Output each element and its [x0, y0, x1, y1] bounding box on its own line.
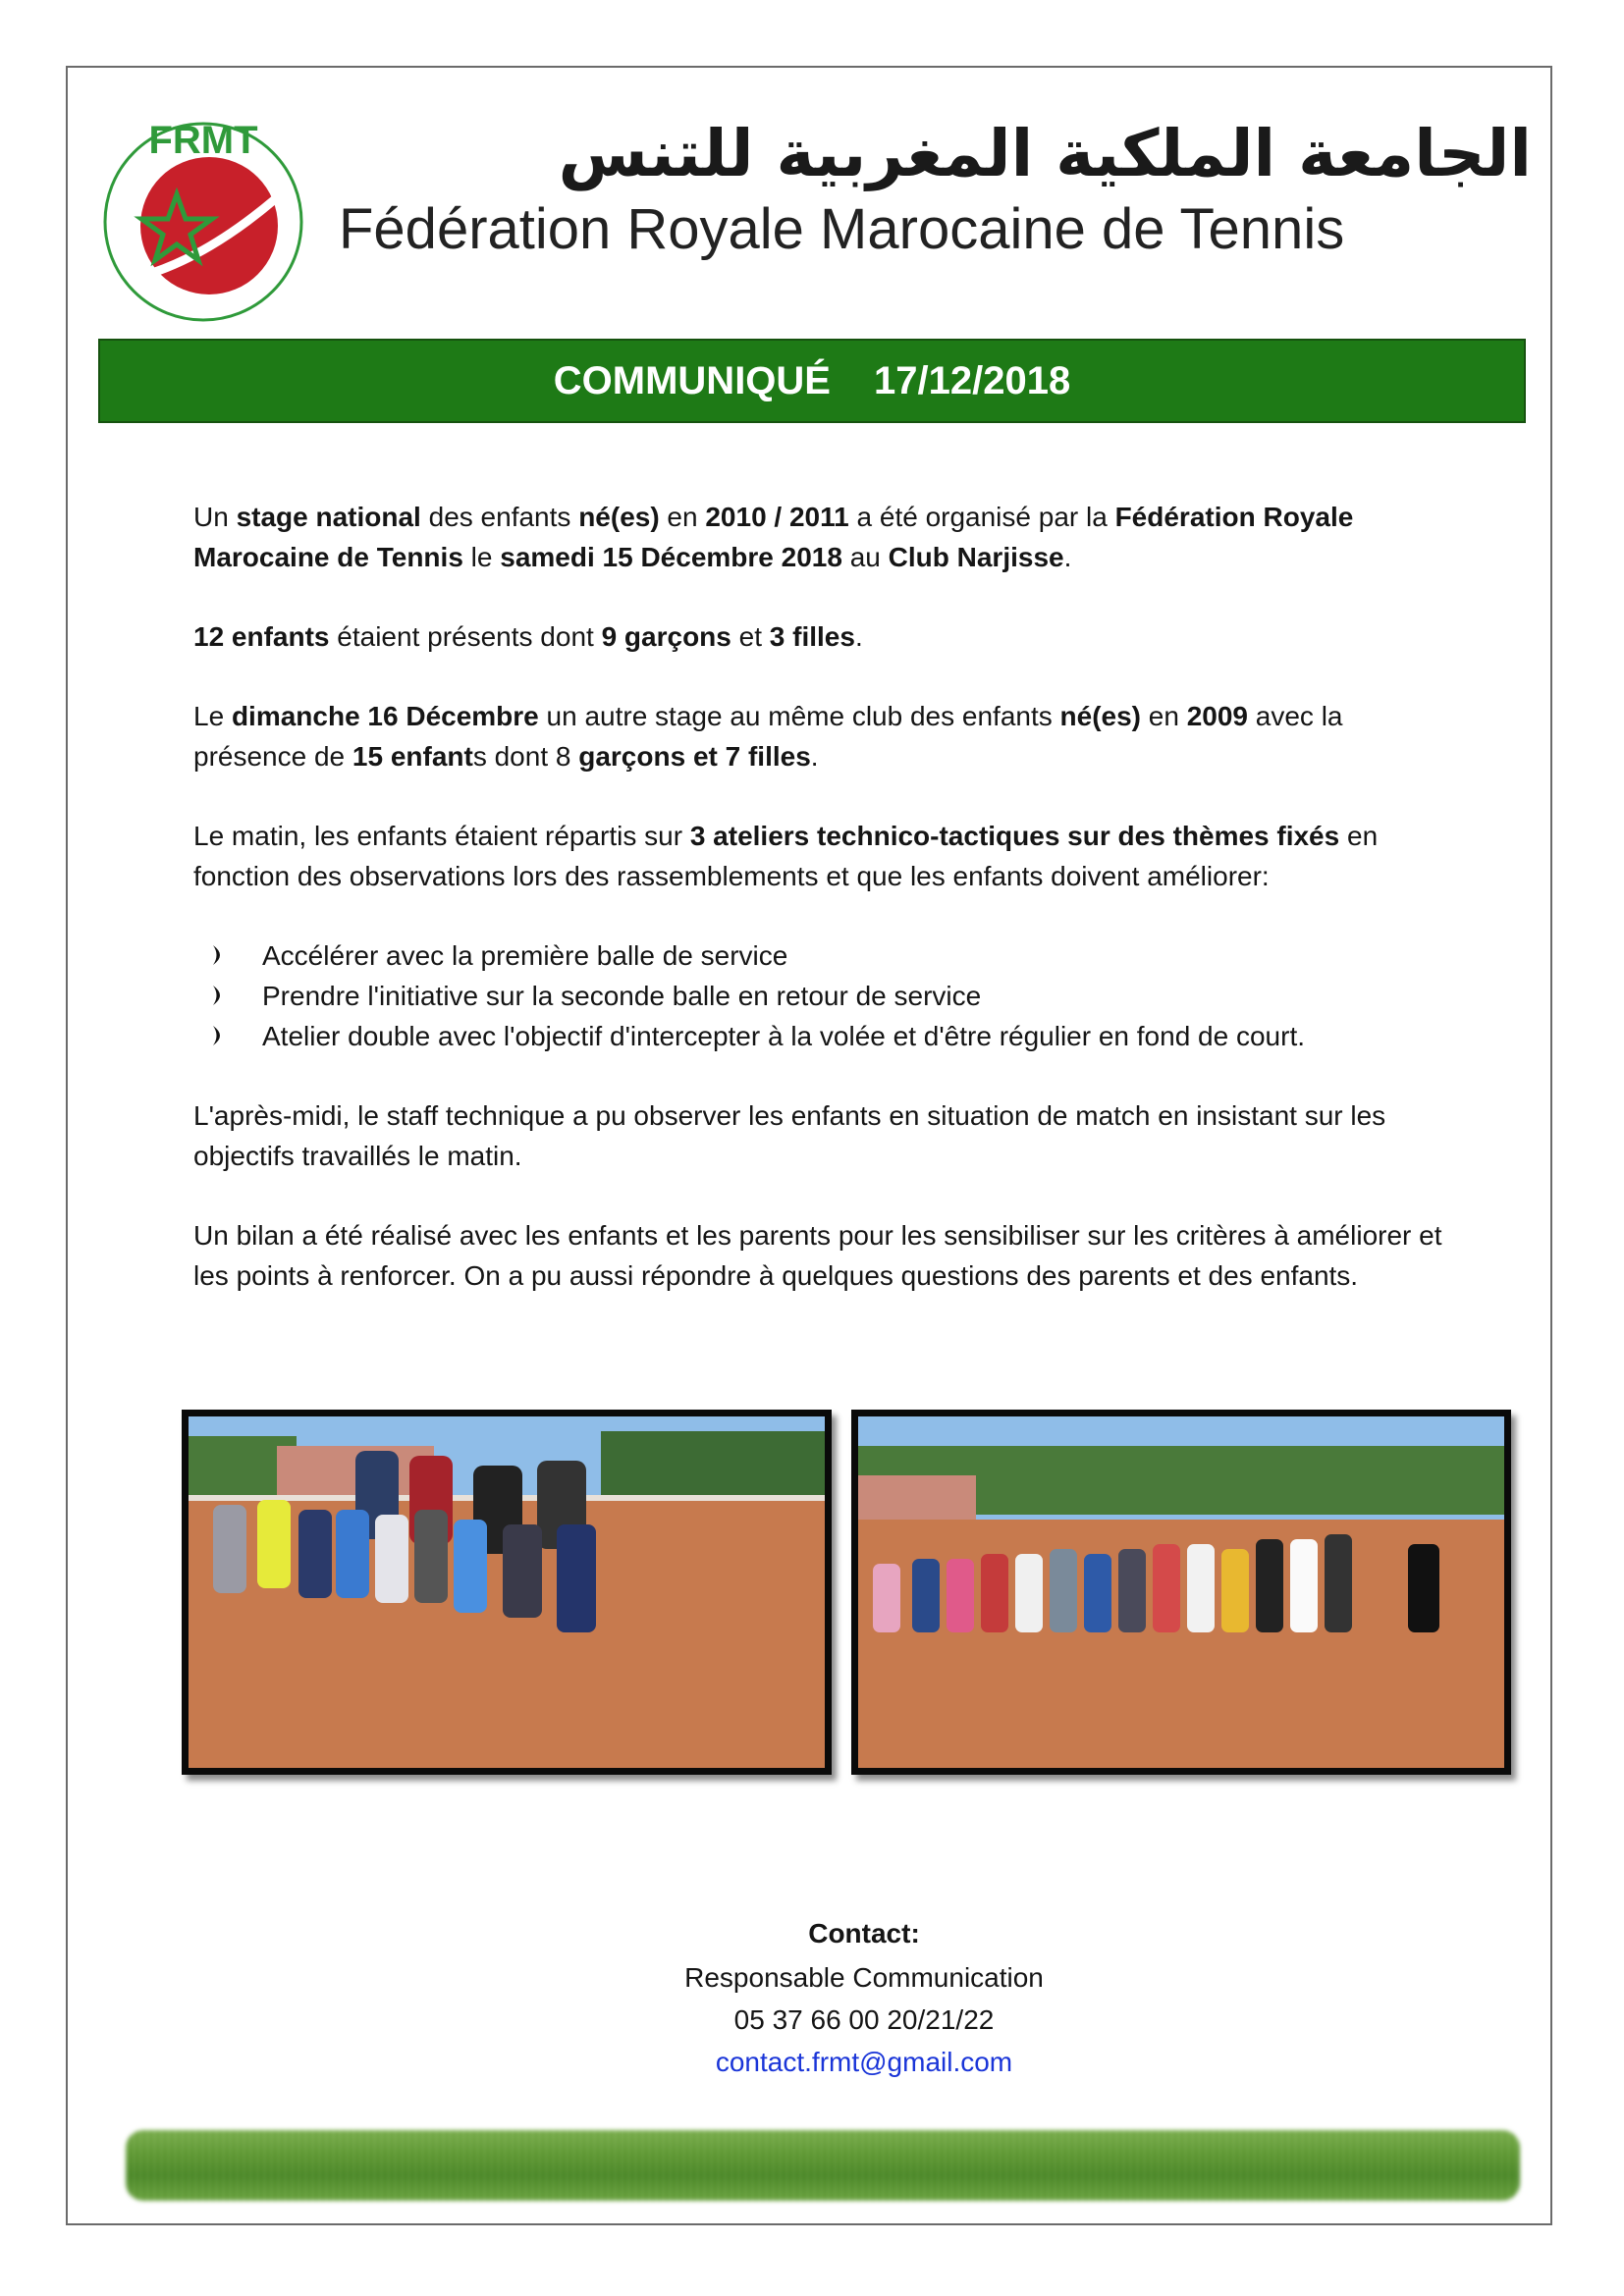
text-run: . [854, 621, 863, 652]
text-run: . [810, 741, 819, 772]
bold-text-run: 2009 [1186, 701, 1248, 731]
group-photo-saturday [182, 1410, 832, 1775]
bold-text-run: 12 enfants [193, 621, 330, 652]
banner-label: COMMUNIQUÉ [553, 359, 831, 402]
bold-text-run: stage national [236, 502, 421, 532]
text-run: en fonction des observations lors des rassemblements et que les enfants doivent améliorer: [193, 821, 1379, 891]
paragraph-4 [193, 816, 1460, 896]
grass-footer-image [126, 2130, 1520, 2201]
text-run: . [1063, 542, 1072, 572]
group-photo-sunday [851, 1410, 1511, 1775]
list-item [193, 1016, 1460, 1056]
paragraph-1 [193, 497, 1460, 577]
text-run: et [731, 621, 770, 652]
banner-date: 17/12/2018 [874, 359, 1071, 402]
list-item [193, 935, 1460, 976]
bold-text-run: 3 filles [769, 621, 855, 652]
list-item-text: Accélérer avec la première balle de service [262, 940, 788, 971]
text-run: des enfants [420, 502, 579, 532]
text-run: avec la présence de [193, 701, 1343, 772]
logo-text: FRMT [148, 119, 258, 162]
list-item [193, 976, 1460, 1016]
text-run: au [841, 542, 889, 572]
contact-heading: Contact: [808, 1918, 920, 1949]
workshop-list [193, 935, 1460, 1056]
contact-email-link[interactable]: contact.frmt@gmail.com [715, 2047, 1013, 2077]
bold-text-run: garçons et 7 filles [578, 741, 811, 772]
bold-text-run: 3 ateliers technico-tactiques sur des thèmes fixés [689, 821, 1340, 851]
text-run: un autre stage au même club des enfants [538, 701, 1060, 731]
text-run: s dont 8 [472, 741, 579, 772]
bold-text-run: 9 garçons [601, 621, 731, 652]
bold-text-run: né(es) [578, 502, 660, 532]
paragraph-3 [193, 696, 1460, 776]
contact-phone: 05 37 66 00 20/21/22 [733, 2004, 995, 2035]
text-run: étaient présents dont [329, 621, 602, 652]
paragraph-6: Un bilan a été réalisé avec les enfants et les parents pour les sensibiliser sur les critères à améliorer et les points à renforcer. On a pu aussi répondre à quelques questions des parents et des enfants. [193, 1220, 1442, 1291]
bold-text-run: né(es) [1059, 701, 1141, 731]
bullet-icon [211, 943, 229, 967]
bullet-icon [211, 1024, 229, 1047]
bold-text-run: dimanche 16 Décembre [231, 701, 539, 731]
bold-text-run: Fédération Royale Marocaine de Tennis [193, 502, 1354, 572]
contact-block [412, 1912, 1316, 2083]
bullet-icon [211, 984, 229, 1007]
text-run: en [659, 502, 706, 532]
contact-role: Responsable Communication [684, 1962, 1044, 1993]
bold-text-run: 15 enfant [352, 741, 473, 772]
frmt-logo [93, 106, 314, 327]
communique-banner [98, 339, 1526, 423]
federation-title: Fédération Royale Marocaine de Tennis [339, 197, 1345, 261]
text-run: en [1141, 701, 1187, 731]
paragraph-2 [193, 616, 1460, 657]
bold-text-run: 2010 / 2011 [705, 502, 849, 532]
text-run: Le [193, 701, 232, 731]
communique-body [193, 497, 1460, 1335]
arabic-title: الجامعة الملكية المغربية للتنس [558, 116, 1532, 191]
list-item-text: Atelier double avec l'objectif d'intercepter à la volée et d'être régulier en fond de court. [262, 1021, 1306, 1051]
text-run: Un [193, 502, 237, 532]
bold-text-run: samedi 15 Décembre 2018 [500, 542, 842, 572]
text-run: a été organisé par la [848, 502, 1115, 532]
bold-text-run: Club Narjisse [888, 542, 1064, 572]
paragraph-5: L'après-midi, le staff technique a pu observer les enfants en situation de match en insistant sur les objectifs travaillés le matin. [193, 1100, 1386, 1171]
list-item-text: Prendre l'initiative sur la seconde balle en retour de service [262, 981, 982, 1011]
text-run: le [462, 542, 501, 572]
text-run: Le matin, les enfants étaient répartis sur [193, 821, 690, 851]
